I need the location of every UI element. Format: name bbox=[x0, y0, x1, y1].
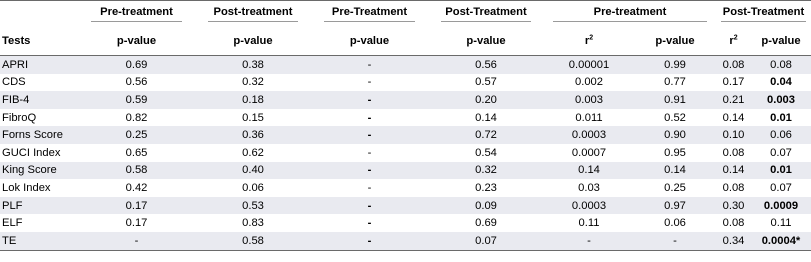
test-name-cell: ELF bbox=[0, 214, 78, 232]
value-cell-c4: 0.07 bbox=[428, 232, 544, 250]
test-name-cell: APRI bbox=[0, 56, 78, 74]
value-cell-c2: 0.38 bbox=[195, 56, 311, 74]
value-cell-c1: 0.56 bbox=[78, 74, 195, 92]
value-cell-c8: 0.11 bbox=[751, 214, 811, 232]
value-cell-c3: - bbox=[311, 56, 428, 74]
test-name-cell: TE bbox=[0, 232, 78, 250]
value-cell-c2: 0.83 bbox=[195, 214, 311, 232]
value-cell-c5: 0.002 bbox=[544, 74, 634, 92]
header-group-post-treatment-3: Post-Treatment bbox=[716, 1, 811, 27]
header-pvalue-1: p-value bbox=[78, 26, 195, 56]
value-cell-c6: 0.99 bbox=[634, 56, 716, 74]
value-cell-c4: 0.57 bbox=[428, 74, 544, 92]
header-tests: Tests bbox=[0, 26, 78, 56]
value-cell-c2: 0.62 bbox=[195, 144, 311, 162]
table-row bbox=[0, 197, 811, 215]
value-cell-c3: - bbox=[311, 91, 428, 109]
value-cell-c8: 0.06 bbox=[751, 126, 811, 144]
test-name-cell: GUCI Index bbox=[0, 144, 78, 162]
value-cell-c7: 0.08 bbox=[716, 214, 751, 232]
value-cell-c3: - bbox=[311, 109, 428, 127]
value-cell-c2: 0.15 bbox=[195, 109, 311, 127]
test-name-cell: FibroQ bbox=[0, 109, 78, 127]
test-name-cell: FIB-4 bbox=[0, 91, 78, 109]
value-cell-c2: 0.06 bbox=[195, 179, 311, 197]
value-cell-c2: 0.36 bbox=[195, 126, 311, 144]
value-cell-c1: 0.25 bbox=[78, 126, 195, 144]
test-name-cell: PLF bbox=[0, 197, 78, 215]
header-pvalue-6: p-value bbox=[751, 26, 811, 56]
value-cell-c3: - bbox=[311, 126, 428, 144]
value-cell-c7: 0.34 bbox=[716, 232, 751, 250]
table-row bbox=[0, 232, 811, 250]
value-cell-c6: 0.95 bbox=[634, 144, 716, 162]
header-group-pre-treatment-2: Pre-Treatment bbox=[311, 1, 428, 27]
value-cell-c5: 0.0007 bbox=[544, 144, 634, 162]
value-cell-c6: 0.14 bbox=[634, 162, 716, 180]
value-cell-c2: 0.32 bbox=[195, 74, 311, 92]
value-cell-c8: 0.07 bbox=[751, 144, 811, 162]
value-cell-c6: 0.52 bbox=[634, 109, 716, 127]
value-cell-c3: - bbox=[311, 197, 428, 215]
value-cell-c4: 0.20 bbox=[428, 91, 544, 109]
value-cell-c4: 0.14 bbox=[428, 109, 544, 127]
value-cell-c1: 0.65 bbox=[78, 144, 195, 162]
value-cell-c8: 0.07 bbox=[751, 179, 811, 197]
value-cell-c1: 0.17 bbox=[78, 214, 195, 232]
value-cell-c2: 0.53 bbox=[195, 197, 311, 215]
value-cell-c6: 0.77 bbox=[634, 74, 716, 92]
value-cell-c6: - bbox=[634, 232, 716, 250]
header-r2-pre: $r^2$ bbox=[544, 26, 634, 56]
header-group-pre-treatment-3: Pre-treatment bbox=[544, 1, 716, 27]
test-name-cell: Lok Index bbox=[0, 179, 78, 197]
value-cell-c8: 0.0009 bbox=[751, 197, 811, 215]
value-cell-c3: - bbox=[311, 162, 428, 180]
value-cell-c1: - bbox=[78, 232, 195, 250]
value-cell-c5: 0.003 bbox=[544, 91, 634, 109]
header-pvalue-3: p-value bbox=[311, 26, 428, 56]
value-cell-c5: 0.0003 bbox=[544, 126, 634, 144]
value-cell-c5: 0.03 bbox=[544, 179, 634, 197]
value-cell-c7: 0.08 bbox=[716, 179, 751, 197]
value-cell-c4: 0.09 bbox=[428, 197, 544, 215]
value-cell-c6: 0.97 bbox=[634, 197, 716, 215]
value-cell-c1: 0.58 bbox=[78, 162, 195, 180]
value-cell-c8: 0.01 bbox=[751, 109, 811, 127]
table-row bbox=[0, 126, 811, 144]
value-cell-c7: 0.14 bbox=[716, 162, 751, 180]
value-cell-c1: 0.59 bbox=[78, 91, 195, 109]
value-cell-c5: 0.011 bbox=[544, 109, 634, 127]
value-cell-c4: 0.69 bbox=[428, 214, 544, 232]
table-row bbox=[0, 74, 811, 92]
value-cell-c8: 0.08 bbox=[751, 56, 811, 74]
value-cell-c8: 0.04 bbox=[751, 74, 811, 92]
value-cell-c5: 0.0003 bbox=[544, 197, 634, 215]
value-cell-c7: 0.08 bbox=[716, 144, 751, 162]
value-cell-c1: 0.69 bbox=[78, 56, 195, 74]
value-cell-c3: - bbox=[311, 214, 428, 232]
header-pvalue-4: p-value bbox=[428, 26, 544, 56]
value-cell-c7: 0.10 bbox=[716, 126, 751, 144]
value-cell-c4: 0.54 bbox=[428, 144, 544, 162]
value-cell-c7: 0.30 bbox=[716, 197, 751, 215]
table-row bbox=[0, 162, 811, 180]
value-cell-c1: 0.17 bbox=[78, 197, 195, 215]
header-r2-post: $r^2$ bbox=[716, 26, 751, 56]
test-name-cell: Forns Score bbox=[0, 126, 78, 144]
value-cell-c3: - bbox=[311, 179, 428, 197]
header-group-row bbox=[0, 1, 811, 27]
table-row bbox=[0, 214, 811, 232]
table-row bbox=[0, 109, 811, 127]
value-cell-c3: - bbox=[311, 144, 428, 162]
value-cell-c6: 0.25 bbox=[634, 179, 716, 197]
table-row bbox=[0, 179, 811, 197]
value-cell-c6: 0.91 bbox=[634, 91, 716, 109]
value-cell-c1: 0.42 bbox=[78, 179, 195, 197]
header-group-post-treatment: Post-treatment bbox=[195, 1, 311, 27]
header-pvalue-5: p-value bbox=[634, 26, 716, 56]
value-cell-c8: 0.003 bbox=[751, 91, 811, 109]
value-cell-c5: - bbox=[544, 232, 634, 250]
value-cell-c5: 0.11 bbox=[544, 214, 634, 232]
value-cell-c7: 0.14 bbox=[716, 109, 751, 127]
value-cell-c6: 0.90 bbox=[634, 126, 716, 144]
test-name-cell: CDS bbox=[0, 74, 78, 92]
table-body bbox=[0, 56, 811, 251]
value-cell-c7: 0.21 bbox=[716, 91, 751, 109]
value-cell-c2: 0.18 bbox=[195, 91, 311, 109]
value-cell-c4: 0.56 bbox=[428, 56, 544, 74]
table-row bbox=[0, 91, 811, 109]
value-cell-c2: 0.40 bbox=[195, 162, 311, 180]
header-column-row bbox=[0, 26, 811, 56]
value-cell-c4: 0.72 bbox=[428, 126, 544, 144]
value-cell-c6: 0.06 bbox=[634, 214, 716, 232]
value-cell-c4: 0.32 bbox=[428, 162, 544, 180]
test-name-cell: King Score bbox=[0, 162, 78, 180]
value-cell-c3: - bbox=[311, 232, 428, 250]
value-cell-c1: 0.82 bbox=[78, 109, 195, 127]
header-group-post-treatment-2: Post-Treatment bbox=[428, 1, 544, 27]
value-cell-c8: 0.0004* bbox=[751, 232, 811, 250]
value-cell-c8: 0.01 bbox=[751, 162, 811, 180]
value-cell-c2: 0.58 bbox=[195, 232, 311, 250]
value-cell-c3: - bbox=[311, 74, 428, 92]
table-row bbox=[0, 56, 811, 74]
value-cell-c5: 0.14 bbox=[544, 162, 634, 180]
header-blank bbox=[0, 1, 78, 27]
table-row bbox=[0, 144, 811, 162]
value-cell-c4: 0.23 bbox=[428, 179, 544, 197]
header-pvalue-2: p-value bbox=[195, 26, 311, 56]
value-cell-c5: 0.00001 bbox=[544, 56, 634, 74]
header-group-pre-treatment: Pre-treatment bbox=[78, 1, 195, 27]
value-cell-c7: 0.17 bbox=[716, 74, 751, 92]
value-cell-c7: 0.08 bbox=[716, 56, 751, 74]
